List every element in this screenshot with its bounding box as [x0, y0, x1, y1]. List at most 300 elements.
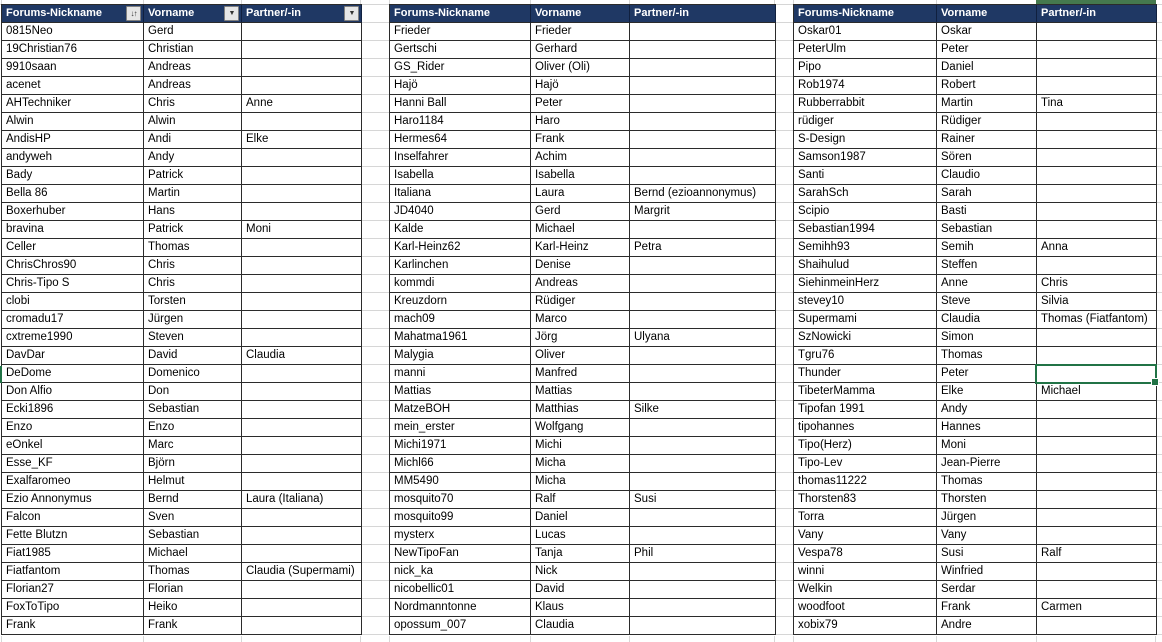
nickname-cell[interactable]: Thorsten83	[794, 491, 937, 509]
partner-cell[interactable]	[1037, 473, 1157, 491]
vorname-cell[interactable]: Thomas	[144, 239, 242, 257]
partner-cell[interactable]: Thomas (Fiatfantom)	[1037, 311, 1157, 329]
vorname-cell[interactable]: Sarah	[937, 185, 1037, 203]
column-header-vorname[interactable]	[144, 5, 242, 23]
vorname-cell[interactable]: Robert	[937, 77, 1037, 95]
partner-cell[interactable]: Carmen	[1037, 599, 1157, 617]
partner-cell[interactable]: Ulyana	[630, 329, 776, 347]
vorname-cell[interactable]: Michi	[531, 437, 630, 455]
partner-cell[interactable]	[242, 239, 362, 257]
partner-cell[interactable]: Ralf	[1037, 545, 1157, 563]
vorname-cell[interactable]: Florian	[144, 581, 242, 599]
partner-cell[interactable]: Silvia	[1037, 293, 1157, 311]
vorname-cell[interactable]: Thomas	[937, 347, 1037, 365]
nickname-cell[interactable]: Alwin	[2, 113, 144, 131]
vorname-cell[interactable]: Martin	[144, 185, 242, 203]
vorname-cell[interactable]: Claudia	[937, 311, 1037, 329]
vorname-cell[interactable]: Marco	[531, 311, 630, 329]
partner-cell[interactable]	[630, 59, 776, 77]
vorname-cell[interactable]: Domenico	[144, 365, 242, 383]
nickname-cell[interactable]: Boxerhuber	[2, 203, 144, 221]
partner-cell[interactable]	[1037, 455, 1157, 473]
partner-cell[interactable]	[1037, 221, 1157, 239]
partner-cell[interactable]: Phil	[630, 545, 776, 563]
vorname-cell[interactable]: Chris	[144, 275, 242, 293]
nickname-cell[interactable]: Hajö	[390, 77, 531, 95]
partner-cell[interactable]	[242, 203, 362, 221]
nickname-cell[interactable]: Malygia	[390, 347, 531, 365]
partner-cell[interactable]	[630, 383, 776, 401]
partner-cell[interactable]	[1037, 527, 1157, 545]
vorname-cell[interactable]: Matthias	[531, 401, 630, 419]
nickname-cell[interactable]: AHTechniker	[2, 95, 144, 113]
nickname-cell[interactable]: Torra	[794, 509, 937, 527]
vorname-cell[interactable]: Andreas	[144, 77, 242, 95]
vorname-cell[interactable]: Hans	[144, 203, 242, 221]
nickname-cell[interactable]: Bady	[2, 167, 144, 185]
nickname-cell[interactable]: Kalde	[390, 221, 531, 239]
partner-cell[interactable]	[1037, 257, 1157, 275]
vorname-cell[interactable]: Patrick	[144, 221, 242, 239]
vorname-cell[interactable]: Andre	[937, 617, 1037, 635]
column-header-partner[interactable]	[1037, 5, 1157, 23]
vorname-cell[interactable]: Thomas	[144, 563, 242, 581]
partner-cell[interactable]	[242, 185, 362, 203]
vorname-cell[interactable]: Claudio	[937, 167, 1037, 185]
vorname-cell[interactable]: David	[531, 581, 630, 599]
nickname-cell[interactable]: Tipofan 1991	[794, 401, 937, 419]
nickname-cell[interactable]: AndisHP	[2, 131, 144, 149]
vorname-cell[interactable]: Jörg	[531, 329, 630, 347]
filter-sort-button[interactable]	[126, 6, 141, 21]
nickname-cell[interactable]: Italiana	[390, 185, 531, 203]
vorname-cell[interactable]: Serdar	[937, 581, 1037, 599]
partner-cell[interactable]	[242, 545, 362, 563]
nickname-cell[interactable]: Bella 86	[2, 185, 144, 203]
vorname-cell[interactable]: Claudia	[531, 617, 630, 635]
vorname-cell[interactable]: Elke	[937, 383, 1037, 401]
nickname-cell[interactable]: FoxToTipo	[2, 599, 144, 617]
nickname-cell[interactable]: cxtreme1990	[2, 329, 144, 347]
partner-cell[interactable]	[630, 293, 776, 311]
nickname-cell[interactable]: Ecki1896	[2, 401, 144, 419]
vorname-cell[interactable]: Frieder	[531, 23, 630, 41]
partner-cell[interactable]	[630, 599, 776, 617]
nickname-cell[interactable]: eOnkel	[2, 437, 144, 455]
nickname-cell[interactable]: Nordmanntonne	[390, 599, 531, 617]
partner-cell[interactable]	[242, 167, 362, 185]
filter-dropdown-button[interactable]	[344, 6, 359, 21]
nickname-cell[interactable]: ChrisChros90	[2, 257, 144, 275]
partner-cell[interactable]	[242, 23, 362, 41]
partner-cell[interactable]	[1037, 185, 1157, 203]
column-header-nickname[interactable]	[794, 5, 937, 23]
partner-cell[interactable]	[242, 437, 362, 455]
vorname-cell[interactable]: Isabella	[531, 167, 630, 185]
vorname-cell[interactable]: Daniel	[531, 509, 630, 527]
nickname-cell[interactable]: JD4040	[390, 203, 531, 221]
nickname-cell[interactable]: Frieder	[390, 23, 531, 41]
partner-cell[interactable]	[1037, 563, 1157, 581]
partner-cell[interactable]	[242, 275, 362, 293]
partner-cell[interactable]	[1037, 167, 1157, 185]
nickname-cell[interactable]: Esse_KF	[2, 455, 144, 473]
partner-cell[interactable]	[242, 455, 362, 473]
nickname-cell[interactable]: Michl66	[390, 455, 531, 473]
nickname-cell[interactable]: Fette Blutzn	[2, 527, 144, 545]
nickname-cell[interactable]: Tipo-Lev	[794, 455, 937, 473]
partner-cell[interactable]	[1037, 59, 1157, 77]
vorname-cell[interactable]: Frank	[531, 131, 630, 149]
vorname-cell[interactable]: Susi	[937, 545, 1037, 563]
nickname-cell[interactable]: mosquito70	[390, 491, 531, 509]
vorname-cell[interactable]: Mattias	[531, 383, 630, 401]
vorname-cell[interactable]: Achim	[531, 149, 630, 167]
partner-cell[interactable]	[1037, 419, 1157, 437]
partner-cell[interactable]	[1037, 41, 1157, 59]
nickname-cell[interactable]: Fiat1985	[2, 545, 144, 563]
nickname-cell[interactable]: Vespa78	[794, 545, 937, 563]
partner-cell[interactable]	[630, 311, 776, 329]
nickname-cell[interactable]: opossum_007	[390, 617, 531, 635]
nickname-cell[interactable]: tipohannes	[794, 419, 937, 437]
partner-cell[interactable]	[630, 347, 776, 365]
partner-cell[interactable]	[630, 113, 776, 131]
nickname-cell[interactable]: Vany	[794, 527, 937, 545]
nickname-cell[interactable]: andyweh	[2, 149, 144, 167]
vorname-cell[interactable]: Tanja	[531, 545, 630, 563]
nickname-cell[interactable]: Kreuzdorn	[390, 293, 531, 311]
nickname-cell[interactable]: Hermes64	[390, 131, 531, 149]
vorname-cell[interactable]: Vany	[937, 527, 1037, 545]
vorname-cell[interactable]: Patrick	[144, 167, 242, 185]
partner-cell[interactable]	[630, 257, 776, 275]
vorname-cell[interactable]: Gerd	[144, 23, 242, 41]
partner-cell[interactable]	[630, 581, 776, 599]
nickname-cell[interactable]: 19Christian76	[2, 41, 144, 59]
partner-cell[interactable]	[1037, 437, 1157, 455]
partner-cell[interactable]	[242, 113, 362, 131]
nickname-cell[interactable]: cromadu17	[2, 311, 144, 329]
vorname-cell[interactable]: Rüdiger	[531, 293, 630, 311]
nickname-cell[interactable]: 0815Neo	[2, 23, 144, 41]
nickname-cell[interactable]: Chris-Tipo S	[2, 275, 144, 293]
partner-cell[interactable]	[630, 437, 776, 455]
vorname-cell[interactable]: Christian	[144, 41, 242, 59]
vorname-cell[interactable]: David	[144, 347, 242, 365]
filter-dropdown-button[interactable]	[224, 6, 239, 21]
column-header-partner[interactable]	[630, 5, 776, 23]
vorname-cell[interactable]: Rüdiger	[937, 113, 1037, 131]
nickname-cell[interactable]: Mahatma1961	[390, 329, 531, 347]
nickname-cell[interactable]: Michi1971	[390, 437, 531, 455]
vorname-cell[interactable]: Oskar	[937, 23, 1037, 41]
vorname-cell[interactable]: Helmut	[144, 473, 242, 491]
nickname-cell[interactable]: manni	[390, 365, 531, 383]
vorname-cell[interactable]: Peter	[937, 41, 1037, 59]
vorname-cell[interactable]: Hajö	[531, 77, 630, 95]
nickname-cell[interactable]: NewTipoFan	[390, 545, 531, 563]
vorname-cell[interactable]: Martin	[937, 95, 1037, 113]
nickname-cell[interactable]: Gertschi	[390, 41, 531, 59]
partner-cell[interactable]: Moni	[242, 221, 362, 239]
column-header-partner[interactable]	[242, 5, 362, 23]
partner-cell[interactable]	[242, 77, 362, 95]
nickname-cell[interactable]: Pipo	[794, 59, 937, 77]
vorname-cell[interactable]: Steffen	[937, 257, 1037, 275]
partner-cell[interactable]	[630, 275, 776, 293]
nickname-cell[interactable]: DeDome	[2, 365, 144, 383]
vorname-cell[interactable]: Michael	[531, 221, 630, 239]
partner-cell[interactable]	[242, 581, 362, 599]
partner-cell[interactable]	[1037, 203, 1157, 221]
nickname-cell[interactable]: mysterx	[390, 527, 531, 545]
partner-cell[interactable]	[1037, 329, 1157, 347]
nickname-cell[interactable]: Ezio Annonymus	[2, 491, 144, 509]
vorname-cell[interactable]: Peter	[531, 95, 630, 113]
nickname-cell[interactable]: Mattias	[390, 383, 531, 401]
vorname-cell[interactable]: Björn	[144, 455, 242, 473]
partner-cell[interactable]: Tina	[1037, 95, 1157, 113]
vorname-cell[interactable]: Sven	[144, 509, 242, 527]
nickname-cell[interactable]: Inselfahrer	[390, 149, 531, 167]
partner-cell[interactable]	[630, 473, 776, 491]
nickname-cell[interactable]: Semihh93	[794, 239, 937, 257]
partner-cell[interactable]	[1037, 581, 1157, 599]
nickname-cell[interactable]: SzNowicki	[794, 329, 937, 347]
nickname-cell[interactable]: SarahSch	[794, 185, 937, 203]
partner-cell[interactable]: Susi	[630, 491, 776, 509]
partner-cell[interactable]	[242, 527, 362, 545]
partner-cell[interactable]	[242, 293, 362, 311]
nickname-cell[interactable]: Don Alfio	[2, 383, 144, 401]
partner-cell[interactable]	[242, 383, 362, 401]
partner-cell[interactable]	[1037, 509, 1157, 527]
nickname-cell[interactable]: Frank	[2, 617, 144, 635]
vorname-cell[interactable]: Moni	[937, 437, 1037, 455]
nickname-cell[interactable]: Karlinchen	[390, 257, 531, 275]
nickname-cell[interactable]: Isabella	[390, 167, 531, 185]
vorname-cell[interactable]: Chris	[144, 95, 242, 113]
vorname-cell[interactable]: Manfred	[531, 365, 630, 383]
partner-cell[interactable]	[1037, 347, 1157, 365]
fill-handle[interactable]	[1151, 378, 1159, 386]
partner-cell[interactable]: Laura (Italiana)	[242, 491, 362, 509]
nickname-cell[interactable]: bravina	[2, 221, 144, 239]
partner-cell[interactable]	[630, 131, 776, 149]
vorname-cell[interactable]: Andi	[144, 131, 242, 149]
nickname-cell[interactable]: Samson1987	[794, 149, 937, 167]
vorname-cell[interactable]: Steve	[937, 293, 1037, 311]
nickname-cell[interactable]: Karl-Heinz62	[390, 239, 531, 257]
nickname-cell[interactable]: Shaihulud	[794, 257, 937, 275]
partner-cell[interactable]	[1037, 365, 1157, 383]
vorname-cell[interactable]: Oliver	[531, 347, 630, 365]
nickname-cell[interactable]: Oskar01	[794, 23, 937, 41]
vorname-cell[interactable]: Torsten	[144, 293, 242, 311]
vorname-cell[interactable]: Peter	[937, 365, 1037, 383]
partner-cell[interactable]	[1037, 401, 1157, 419]
vorname-cell[interactable]: Bernd	[144, 491, 242, 509]
vorname-cell[interactable]: Haro	[531, 113, 630, 131]
nickname-cell[interactable]: S-Design	[794, 131, 937, 149]
vorname-cell[interactable]: Sebastian	[144, 401, 242, 419]
nickname-cell[interactable]: nick_ka	[390, 563, 531, 581]
vorname-cell[interactable]: Steven	[144, 329, 242, 347]
vorname-cell[interactable]: Micha	[531, 455, 630, 473]
vorname-cell[interactable]: Karl-Heinz	[531, 239, 630, 257]
partner-cell[interactable]	[630, 77, 776, 95]
partner-cell[interactable]	[630, 617, 776, 635]
nickname-cell[interactable]: kommdi	[390, 275, 531, 293]
vorname-cell[interactable]: Jean-Pierre	[937, 455, 1037, 473]
partner-cell[interactable]	[242, 365, 362, 383]
vorname-cell[interactable]: Sebastian	[144, 527, 242, 545]
partner-cell[interactable]	[630, 563, 776, 581]
vorname-cell[interactable]: Oliver (Oli)	[531, 59, 630, 77]
column-header-nickname[interactable]	[2, 5, 144, 23]
partner-cell[interactable]	[1037, 113, 1157, 131]
vorname-cell[interactable]: Jürgen	[937, 509, 1037, 527]
nickname-cell[interactable]: Sebastian1994	[794, 221, 937, 239]
vorname-cell[interactable]: Sören	[937, 149, 1037, 167]
vorname-cell[interactable]: Thorsten	[937, 491, 1037, 509]
vorname-cell[interactable]: Simon	[937, 329, 1037, 347]
partner-cell[interactable]: Claudia (Supermami)	[242, 563, 362, 581]
partner-cell[interactable]: Anne	[242, 95, 362, 113]
partner-cell[interactable]	[630, 365, 776, 383]
nickname-cell[interactable]: stevey10	[794, 293, 937, 311]
nickname-cell[interactable]: Enzo	[2, 419, 144, 437]
vorname-cell[interactable]: Ralf	[531, 491, 630, 509]
partner-cell[interactable]	[630, 23, 776, 41]
vorname-cell[interactable]: Daniel	[937, 59, 1037, 77]
vorname-cell[interactable]: Don	[144, 383, 242, 401]
column-header-vorname[interactable]	[937, 5, 1037, 23]
partner-cell[interactable]	[242, 473, 362, 491]
partner-cell[interactable]	[630, 509, 776, 527]
nickname-cell[interactable]: woodfoot	[794, 599, 937, 617]
vorname-cell[interactable]: Marc	[144, 437, 242, 455]
partner-cell[interactable]	[630, 455, 776, 473]
vorname-cell[interactable]: Andreas	[144, 59, 242, 77]
vorname-cell[interactable]: Andreas	[531, 275, 630, 293]
vorname-cell[interactable]: Denise	[531, 257, 630, 275]
column-header-nickname[interactable]	[390, 5, 531, 23]
nickname-cell[interactable]: PeterUlm	[794, 41, 937, 59]
nickname-cell[interactable]: Fiatfantom	[2, 563, 144, 581]
partner-cell[interactable]	[1037, 617, 1157, 635]
nickname-cell[interactable]: DavDar	[2, 347, 144, 365]
vorname-cell[interactable]: Frank	[144, 617, 242, 635]
partner-cell[interactable]: Chris	[1037, 275, 1157, 293]
partner-cell[interactable]	[630, 221, 776, 239]
nickname-cell[interactable]: Celler	[2, 239, 144, 257]
nickname-cell[interactable]: TibeterMamma	[794, 383, 937, 401]
vorname-cell[interactable]: Jürgen	[144, 311, 242, 329]
nickname-cell[interactable]: mein_erster	[390, 419, 531, 437]
vorname-cell[interactable]: Michael	[144, 545, 242, 563]
nickname-cell[interactable]: Scipio	[794, 203, 937, 221]
partner-cell[interactable]	[1037, 149, 1157, 167]
vorname-cell[interactable]: Gerd	[531, 203, 630, 221]
partner-cell[interactable]	[242, 401, 362, 419]
nickname-cell[interactable]: MM5490	[390, 473, 531, 491]
vorname-cell[interactable]: Nick	[531, 563, 630, 581]
partner-cell[interactable]: Petra	[630, 239, 776, 257]
nickname-cell[interactable]: mosquito99	[390, 509, 531, 527]
partner-cell[interactable]: Margrit	[630, 203, 776, 221]
nickname-cell[interactable]: xobix79	[794, 617, 937, 635]
nickname-cell[interactable]: Tgru76	[794, 347, 937, 365]
vorname-cell[interactable]: Winfried	[937, 563, 1037, 581]
nickname-cell[interactable]: Supermami	[794, 311, 937, 329]
partner-cell[interactable]: Michael	[1037, 383, 1157, 401]
partner-cell[interactable]	[630, 527, 776, 545]
nickname-cell[interactable]: Thunder	[794, 365, 937, 383]
nickname-cell[interactable]: thomas11222	[794, 473, 937, 491]
vorname-cell[interactable]: Hannes	[937, 419, 1037, 437]
vorname-cell[interactable]: Sebastian	[937, 221, 1037, 239]
partner-cell[interactable]	[1037, 131, 1157, 149]
nickname-cell[interactable]: Tipo(Herz)	[794, 437, 937, 455]
vorname-cell[interactable]: Basti	[937, 203, 1037, 221]
partner-cell[interactable]: Elke	[242, 131, 362, 149]
vorname-cell[interactable]: Semih	[937, 239, 1037, 257]
partner-cell[interactable]	[242, 599, 362, 617]
partner-cell[interactable]	[1037, 491, 1157, 509]
partner-cell[interactable]	[242, 257, 362, 275]
partner-cell[interactable]	[242, 617, 362, 635]
vorname-cell[interactable]: Thomas	[937, 473, 1037, 491]
nickname-cell[interactable]: Hanni Ball	[390, 95, 531, 113]
nickname-cell[interactable]: nicobellic01	[390, 581, 531, 599]
nickname-cell[interactable]: mach09	[390, 311, 531, 329]
partner-cell[interactable]: Claudia	[242, 347, 362, 365]
vorname-cell[interactable]: Frank	[937, 599, 1037, 617]
vorname-cell[interactable]: Rainer	[937, 131, 1037, 149]
vorname-cell[interactable]: Enzo	[144, 419, 242, 437]
vorname-cell[interactable]: Chris	[144, 257, 242, 275]
partner-cell[interactable]	[242, 311, 362, 329]
partner-cell[interactable]: Anna	[1037, 239, 1157, 257]
partner-cell[interactable]	[1037, 23, 1157, 41]
nickname-cell[interactable]: Falcon	[2, 509, 144, 527]
vorname-cell[interactable]: Anne	[937, 275, 1037, 293]
nickname-cell[interactable]: Rubberrabbit	[794, 95, 937, 113]
vorname-cell[interactable]: Heiko	[144, 599, 242, 617]
partner-cell[interactable]	[630, 149, 776, 167]
partner-cell[interactable]	[242, 509, 362, 527]
partner-cell[interactable]	[242, 59, 362, 77]
nickname-cell[interactable]: Welkin	[794, 581, 937, 599]
vorname-cell[interactable]: Laura	[531, 185, 630, 203]
partner-cell[interactable]	[242, 149, 362, 167]
nickname-cell[interactable]: Rob1974	[794, 77, 937, 95]
nickname-cell[interactable]: Exalfaromeo	[2, 473, 144, 491]
nickname-cell[interactable]: Florian27	[2, 581, 144, 599]
partner-cell[interactable]	[1037, 77, 1157, 95]
nickname-cell[interactable]: GS_Rider	[390, 59, 531, 77]
partner-cell[interactable]	[630, 41, 776, 59]
partner-cell[interactable]	[630, 419, 776, 437]
partner-cell[interactable]: Silke	[630, 401, 776, 419]
nickname-cell[interactable]: clobi	[2, 293, 144, 311]
vorname-cell[interactable]: Klaus	[531, 599, 630, 617]
partner-cell[interactable]	[242, 41, 362, 59]
partner-cell[interactable]	[242, 419, 362, 437]
partner-cell[interactable]	[630, 167, 776, 185]
